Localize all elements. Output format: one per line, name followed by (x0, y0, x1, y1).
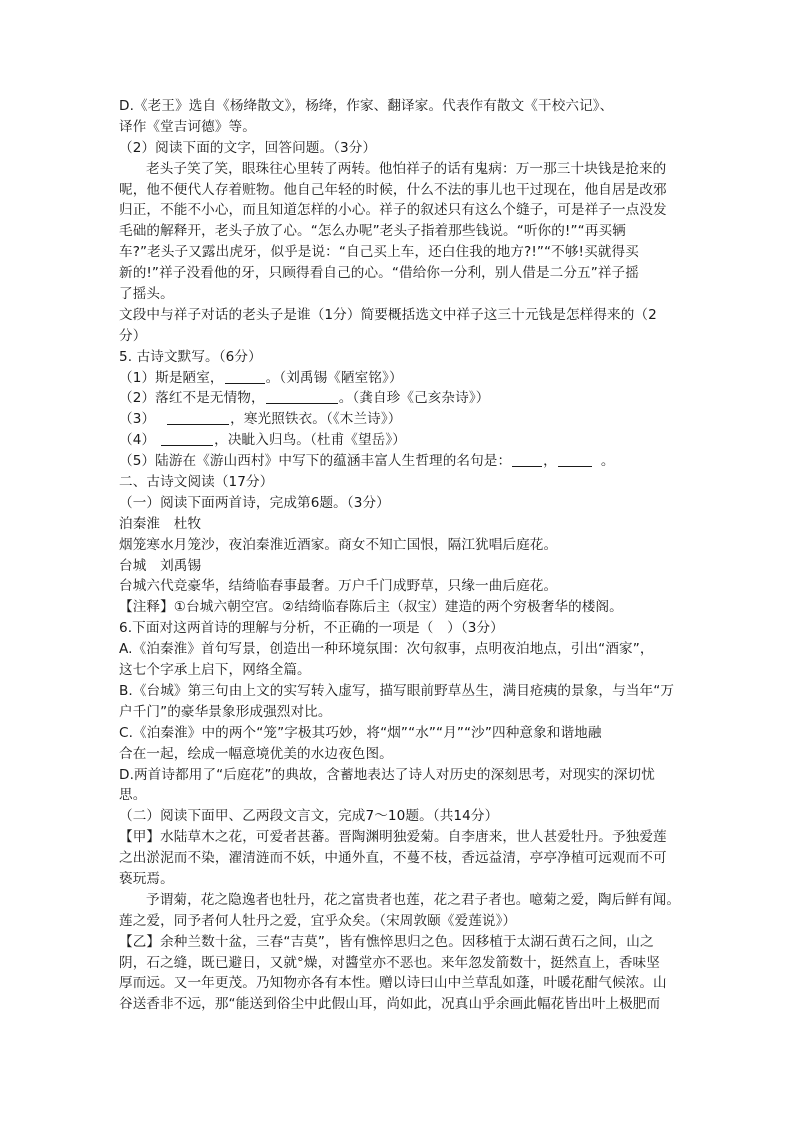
answer-blank[interactable] (225, 369, 265, 384)
classical-text-line: 【甲】水陆草木之花，可爱者甚蕃。晋陶渊明独爱菊。自李唐来，世人甚爱牡丹。予独爱莲 (119, 829, 667, 846)
poem-text: 烟笼寒水月笼沙，夜泊秦淮近酒家。商女不知亡国恨，隔江犹唱后庭花。 (119, 536, 558, 553)
item-text: 。（刘禹锡《陋室铭》） (265, 369, 403, 386)
question-line: 6.下面对这两首诗的理解与分析，不正确的一项是（ ）（3分） (119, 620, 504, 637)
classical-text-line: 阴，石之缝，既已避日，又就°燥，对醬堂亦不恶也。来年忽发箭数十，挺然直上，香味坚 (119, 954, 660, 971)
section-heading: 5. 古诗文默写。（6分） (119, 348, 262, 365)
passage-line: 新的!”祥子没看他的牙，只顾得看自己的心。“借给你一分利，别人借是二分五”祥子摇 (119, 265, 639, 282)
classical-text-line: 莲之爱，同予者何人牡丹之爱，宜乎众矣。（宋周敦颐《爱莲说》） (119, 912, 517, 929)
answer-blank[interactable] (266, 389, 338, 404)
annotation-line: 【注释】①台城六朝空宫。②结绮临春陈后主（叔宝）建造的两个穷极奢华的楼阁。 (119, 599, 623, 616)
item-text: 。 (600, 453, 615, 470)
passage-line: 老头子笑了笑，眼珠往心里转了两转。他怕祥子的话有鬼病：万一那三十块钱是抢来的 (146, 160, 667, 177)
question-line: 文段中与祥子对话的老头子是谁（1分）简要概括选文中祥子这三十元钱是怎样得来的（2 (119, 306, 657, 323)
recitation-item (119, 430, 682, 451)
answer-blank[interactable] (512, 452, 542, 467)
item-text: 。（龚自珍《己亥杂诗》） (338, 390, 490, 407)
passage-line: 呢，他不便代人存着赃物。他自己年轻的时候，什么不法的事儿也干过现在，他自居是改邪 (119, 181, 667, 198)
text-line: 译作《堂吉诃德》等。 (119, 118, 256, 135)
recitation-item (119, 388, 682, 409)
poem-text: 台城六代竞豪华，结绮临春事最奢。万户千门成野草，只缘一曲后庭花。 (119, 578, 558, 595)
answer-blank[interactable] (161, 431, 213, 446)
answer-blank[interactable] (167, 410, 229, 425)
document-body (119, 96, 682, 1015)
passage-line: 车?”老头子又露出虎牙，似乎是说：“自己买上车，还白住我的地方?!”“不够!买就得买 (119, 244, 639, 261)
question-line: 分） (119, 327, 147, 344)
answer-blank[interactable] (558, 452, 592, 467)
classical-text-line: 予谓菊，花之隐逸者也牡丹，花之富贵者也莲，花之君子者也。噫菊之爱，陶后鲜有闻。 (146, 891, 681, 908)
item-text: （1）斯是陋室， (119, 369, 224, 386)
classical-text-line: 厚而远。又一年更茂。乃知物亦各有本性。赠以诗曰山中兰草乱如蓬，叶暖花酣气候浓。山 (119, 975, 667, 992)
classical-text-line: 亵玩焉。 (119, 870, 174, 887)
poem-title: 台城 刘禹锡 (119, 557, 202, 574)
recitation-item (119, 409, 682, 430)
passage-line: 毛础的解释开，老头子放了心。“怎么办呢”老头子指着那些钱说。“听你的!”“再买辆 (119, 223, 626, 240)
classical-text-line: 【乙】余种兰数十盆，三春“吉莫”，皆有憔悴思归之色。因移植于太湖石黄石之间，山之 (119, 933, 654, 950)
classical-text-line: 之出淤泥而不染，濯清涟而不妖，中通外直，不蔓不枝，香远益清，亭亭净植可远观而不可 (119, 850, 667, 867)
section-heading: 二、古诗文阅读（17分） (119, 474, 274, 491)
option-c: C.《泊秦淮》中的两个“笼”字极其巧妙，将“烟”“水”“月”“沙”四种意象和谐地融 (119, 724, 602, 741)
item-text: （3） (119, 411, 156, 428)
item-text: （4） (119, 432, 156, 449)
classical-text-line: 谷送香非不远，那“能送到俗尘中此假山耳，尚如此，况真山乎余画此幅花皆出叶上极肥而 (119, 996, 661, 1013)
option-b: 户千门”的豪华景象形成强烈对比。 (119, 703, 332, 720)
passage-line: 了摇头。 (119, 286, 174, 303)
item-text: ， (543, 453, 557, 470)
option-a: A.《泊秦淮》首句写景，创造出一种环境氛围：次句叙事，点明夜泊地点，引出“酒家”， (119, 641, 654, 658)
option-d: 思。 (119, 787, 147, 804)
option-a: 这七个字承上启下，网络全篇。 (119, 662, 311, 679)
item-text: （2）落红不是无情物， (119, 390, 265, 407)
option-b: B.《台城》第三句由上文的实写转入虚写，描写眼前野草丛生，满目疮痍的景象，与当年“万 (119, 682, 675, 699)
item-text: ，寒光照铁衣。（《木兰诗》） (230, 411, 402, 428)
item-text: （5）陆游在《游山西村》中写下的蕴涵丰富人生哲理的名句是： (119, 453, 512, 470)
option-c: 合在一起，绘成一幅意境优美的水边夜色图。 (119, 745, 393, 762)
question-heading: （一）阅读下面两首诗，完成第6题。（3分） (119, 494, 390, 511)
option-d: D.两首诗都用了“后庭花”的典故，含蓄地表达了诗人对历史的深刻思考，对现实的深切忧 (119, 766, 655, 783)
question-heading: （2）阅读下面的文字，回答问题。（3分） (119, 139, 377, 156)
item-text: ，决眦入归鸟。（杜甫《望岳》） (214, 432, 406, 449)
question-heading: （二）阅读下面甲、乙两段文言文，完成7～10题。（共14分） (119, 808, 499, 825)
poem-title: 泊秦淮 杜牧 (119, 515, 202, 532)
passage-line: 归正，不能不小心，而且知道怎样的小心。祥子的叙述只有这么个缝子，可是祥子一点没发 (119, 202, 667, 219)
recitation-item (119, 451, 682, 472)
recitation-item (119, 368, 682, 389)
text-line: D.《老王》选自《杨绛散文》，杨绛，作家、翻译家。代表作有散文《干校六记》、 (119, 98, 614, 114)
